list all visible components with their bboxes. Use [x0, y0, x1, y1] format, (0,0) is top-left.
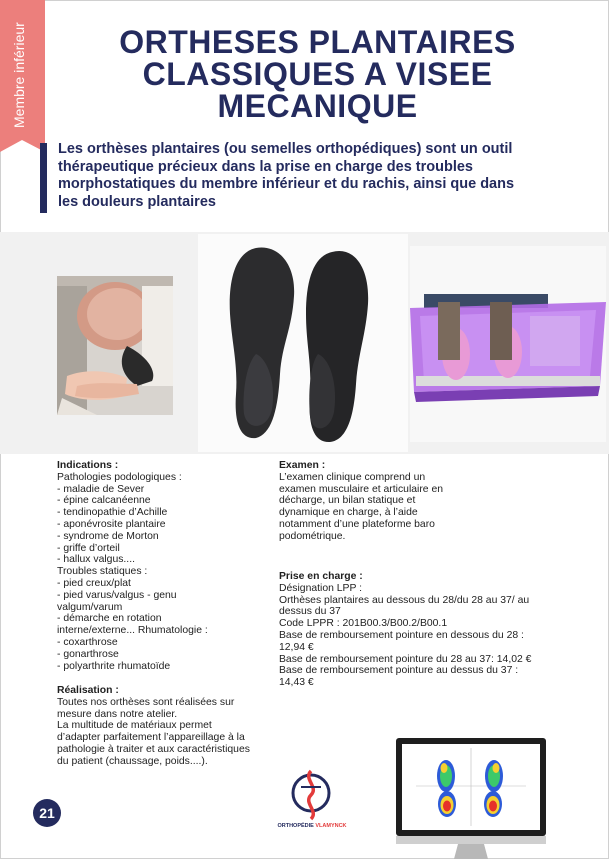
realisation-line: mesure dans notre atelier. [57, 708, 178, 720]
examen-heading: Examen : [279, 460, 326, 471]
side-tab-label: Membre inférieur [11, 22, 27, 128]
intro-paragraph [58, 141, 578, 211]
examen-line: dynamique en charge, à l’aide [279, 507, 418, 519]
indications-line: interne/externe... Rhumatologie : [57, 625, 208, 637]
realisation-heading: Réalisation : [57, 685, 119, 696]
plaster-cast-photo [57, 276, 173, 415]
intro-line: morphostatiques du membre inférieur et du rachis, ainsi que dans [58, 176, 515, 192]
prise-en-charge-line: Code LPPR : 201B00.3/B00.2/B00.1 [279, 618, 448, 630]
indications-line: - gonarthrose [57, 648, 119, 660]
indications-line: - coxarthrose [57, 636, 118, 648]
realisation-line: pathologie à traiter et aux caractéristiques [57, 743, 250, 755]
prise-en-charge-line: Orthèses plantaires au dessous du 28/du 28 au 37/ au [279, 594, 530, 606]
prise-en-charge-section [279, 571, 531, 689]
indications-line: Pathologies podologiques : [57, 471, 182, 483]
side-tab [0, 0, 45, 140]
prise-en-charge-heading: Prise en charge : [279, 571, 363, 582]
indications-line: - syndrome de Morton [57, 530, 159, 542]
indications-line: Troubles statiques : [57, 566, 148, 578]
intro-line: les douleurs plantaires [58, 193, 216, 210]
realisation-section [57, 685, 250, 768]
page-number-badge: 21 [33, 799, 61, 827]
indications-line: - épine calcanéenne [57, 495, 151, 507]
indications-line: - maladie de Sever [57, 483, 145, 495]
prise-en-charge-line: Base de remboursement pointure au dessus du 37 : [279, 665, 519, 677]
realisation-line: Toutes nos orthèses sont réalisées sur [57, 696, 235, 708]
prise-en-charge-line: dessus du 37 [279, 606, 341, 618]
indications-line: - polyarthrite rhumatoïde [57, 660, 171, 672]
indications-line: - aponévrosite plantaire [57, 518, 166, 530]
examen-line: décharge, un bilan statique et [279, 495, 416, 507]
logo-wordmark [270, 823, 354, 829]
insoles-photo [198, 234, 408, 452]
prise-en-charge-line: Désignation LPP : [279, 582, 362, 594]
baropodometric-platform-photo [410, 246, 606, 442]
indications-line: - griffe d’orteil [57, 542, 120, 554]
indications-line: - hallux valgus.... [57, 554, 135, 566]
examen-line: examen musculaire et articulaire en [279, 483, 444, 495]
logo-name-accent: VLAMYNCK [315, 823, 347, 829]
indications-line: - pied varus/valgus - genu [57, 589, 177, 601]
prise-en-charge-line: 14,43 € [279, 677, 314, 689]
indications-line: valgum/varum [57, 601, 123, 613]
indications-section [57, 460, 208, 672]
realisation-line: d’adapter parfaitement l’appareillage à la [57, 732, 245, 744]
title-line: MECANIQUE [217, 88, 418, 124]
indications-heading: Indications : [57, 460, 119, 471]
examen-line: notamment d’une plateforme baro [279, 518, 435, 530]
intro-line: thérapeutique précieux dans la prise en charge des troubles [58, 158, 473, 175]
indications-line: - pied creux/plat [57, 577, 131, 589]
indications-line: - démarche en rotation [57, 613, 162, 625]
title-line: ORTHESES PLANTAIRES [119, 24, 516, 60]
examen-section [279, 460, 443, 543]
examen-line: L’examen clinique comprend un [279, 471, 426, 483]
prise-en-charge-line: 12,94 € [279, 641, 314, 653]
realisation-line: La multitude de matériaux permet [57, 720, 212, 732]
prise-en-charge-line: Base de remboursement pointure du 28 au 37: 14,02 € [279, 653, 532, 665]
logo-name-main: ORTHOPÉDIE [277, 823, 316, 829]
realisation-line: du patient (chaussage, poids....). [57, 755, 208, 767]
page-title [60, 26, 575, 122]
side-tab-tip [0, 140, 45, 152]
title-line: CLASSIQUES A VISEE [142, 56, 493, 92]
pressure-map-monitor [396, 738, 546, 859]
intro-line: Les orthèses plantaires (ou semelles orthopédiques) sont un outil [58, 141, 513, 157]
examen-line: podométrique. [279, 530, 346, 542]
indications-line: - tendinopathie d’Achille [57, 507, 168, 519]
prise-en-charge-line: Base de remboursement pointure en dessous du 28 : [279, 629, 524, 641]
intro-accent-bar [40, 143, 47, 213]
